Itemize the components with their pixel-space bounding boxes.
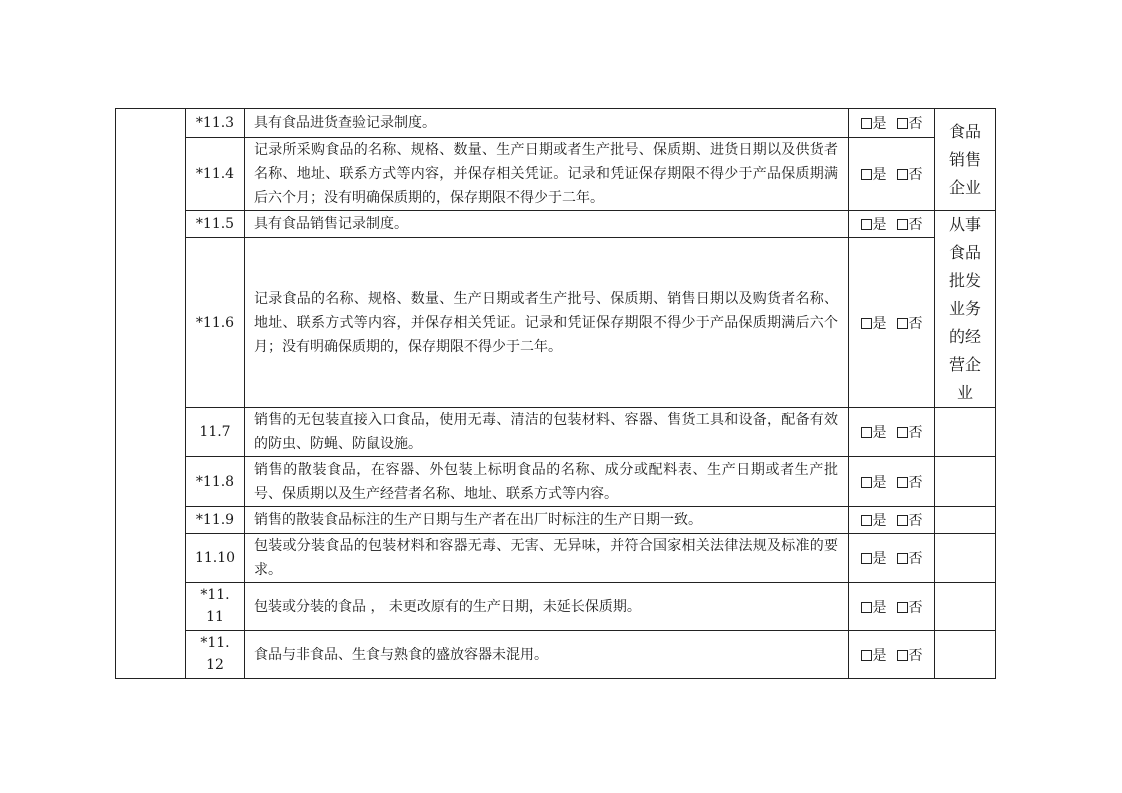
no-option[interactable] <box>897 313 923 333</box>
item-code: *11.3 <box>186 109 245 138</box>
yes-label: 是 <box>872 647 887 664</box>
yes-option[interactable] <box>861 548 887 568</box>
table-row <box>116 631 996 679</box>
item-code-cell <box>186 631 245 679</box>
no-label: 否 <box>908 217 923 234</box>
item-text: 销售的散装食品，在容器、外包装上标明食品的名称、成分或配料表、生产日期或者生产批号、保质期以及生产经营者名称、地址、联系方式等内容。 <box>245 457 849 507</box>
item-code: *11.8 <box>186 457 245 507</box>
category-line: 从事 <box>948 215 981 234</box>
checkbox-icon[interactable] <box>861 427 872 438</box>
category-line: 的经 <box>948 327 981 346</box>
no-option[interactable] <box>897 645 923 665</box>
category-line: 业务 <box>948 299 981 318</box>
yes-no-options <box>849 631 935 679</box>
category-cell-sales <box>935 109 996 211</box>
yes-no-options <box>849 238 935 408</box>
no-option[interactable] <box>897 472 923 492</box>
yes-no-options <box>849 457 935 507</box>
item-code: 11.7 <box>186 408 245 457</box>
table-row <box>116 534 996 583</box>
table-row <box>116 507 996 534</box>
checkbox-icon[interactable] <box>861 318 872 329</box>
category-cell-empty <box>935 408 996 457</box>
yes-no-options <box>849 583 935 631</box>
blank-column-cell <box>116 109 186 679</box>
item-text: 食品与非食品、生食与熟食的盛放容器未混用。 <box>245 631 849 679</box>
inspection-table <box>115 108 996 679</box>
yes-option[interactable] <box>861 645 887 665</box>
item-code: *11.12 <box>200 635 230 673</box>
checkbox-icon[interactable] <box>897 219 908 230</box>
category-cell-empty <box>935 507 996 534</box>
category-line: 业 <box>956 383 973 402</box>
yes-no-options <box>849 507 935 534</box>
category-cell-empty <box>935 583 996 631</box>
yes-label: 是 <box>872 474 887 491</box>
yes-no-options <box>849 109 935 138</box>
no-label: 否 <box>908 599 923 616</box>
item-text: 具有食品销售记录制度。 <box>245 211 849 238</box>
yes-label: 是 <box>872 551 887 567</box>
checkbox-icon[interactable] <box>861 650 872 661</box>
item-text: 具有食品进货查验记录制度。 <box>245 109 849 138</box>
checkbox-icon[interactable] <box>897 169 908 180</box>
table-row <box>116 238 996 408</box>
no-label: 否 <box>908 425 923 441</box>
yes-option[interactable] <box>861 422 887 442</box>
yes-option[interactable] <box>861 164 887 184</box>
no-label: 否 <box>908 116 923 132</box>
checkbox-icon[interactable] <box>861 515 872 526</box>
yes-option[interactable] <box>861 597 887 617</box>
yes-option[interactable] <box>861 113 887 133</box>
category-line: 营企 <box>948 355 981 374</box>
item-text: 记录食品的名称、规格、数量、生产日期或者生产批号、保质期、销售日期以及购货者名称、地址、联系方式等内容，并保存相关凭证。记录和凭证保存期限不得少于产品保质期满后六个月；没有明确保质期的，保存期限不得少于二年。 <box>245 238 849 408</box>
yes-label: 是 <box>872 425 887 441</box>
yes-label: 是 <box>872 116 887 132</box>
table-row <box>116 138 996 211</box>
yes-no-options <box>849 408 935 457</box>
item-code: *11.4 <box>186 138 245 211</box>
checkbox-icon[interactable] <box>897 515 908 526</box>
category-cell-empty <box>935 457 996 507</box>
category-cell-empty <box>935 631 996 679</box>
no-option[interactable] <box>897 510 923 530</box>
checkbox-icon[interactable] <box>897 553 908 564</box>
category-line: 企业 <box>948 177 981 197</box>
no-option[interactable] <box>897 597 923 617</box>
category-line: 销售 <box>948 149 981 169</box>
table-row <box>116 408 996 457</box>
checkbox-icon[interactable] <box>897 602 908 613</box>
no-label: 否 <box>908 167 923 183</box>
no-label: 否 <box>908 551 923 567</box>
category-line: 食品 <box>948 243 981 262</box>
yes-no-options <box>849 138 935 211</box>
no-option[interactable] <box>897 214 923 234</box>
no-label: 否 <box>908 474 923 491</box>
checkbox-icon[interactable] <box>861 602 872 613</box>
table-row <box>116 583 996 631</box>
checkbox-icon[interactable] <box>861 219 872 230</box>
item-text: 包装或分装的食品 ， 未更改原有的生产日期，未延长保质期。 <box>245 583 849 631</box>
yes-option[interactable] <box>861 214 887 234</box>
yes-label: 是 <box>872 599 887 616</box>
item-code: 11.10 <box>186 534 245 583</box>
no-label: 否 <box>908 647 923 664</box>
yes-label: 是 <box>872 315 887 332</box>
item-text: 记录所采购食品的名称、规格、数量、生产日期或者生产批号、保质期、进货日期以及供货者名称、地址、联系方式等内容，并保存相关凭证。记录和凭证保存期限不得少于产品保质期满后六个月；没有明确保质期的，保存期限不得少于二年。 <box>245 138 849 211</box>
no-option[interactable] <box>897 548 923 568</box>
item-code: *11.9 <box>186 507 245 534</box>
no-option[interactable] <box>897 113 923 133</box>
yes-label: 是 <box>872 217 887 234</box>
item-text: 销售的无包装直接入口食品，使用无毒、清洁的包装材料、容器、售货工具和设备，配备有效的防虫、防蝇、防鼠设施。 <box>245 408 849 457</box>
item-text: 销售的散装食品标注的生产日期与生产者在出厂时标注的生产日期一致。 <box>245 507 849 534</box>
checkbox-icon[interactable] <box>897 650 908 661</box>
checkbox-icon[interactable] <box>897 427 908 438</box>
checkbox-icon[interactable] <box>861 169 872 180</box>
table-row <box>116 457 996 507</box>
no-option[interactable] <box>897 422 923 442</box>
table-row <box>116 211 996 238</box>
item-code: *11.11 <box>200 587 230 625</box>
checkbox-icon[interactable] <box>897 477 908 488</box>
yes-option[interactable] <box>861 313 887 333</box>
item-text: 包装或分装食品的包装材料和容器无毒、无害、无异味，并符合国家相关法律法规及标准的要求。 <box>245 534 849 583</box>
item-code: *11.6 <box>186 238 245 408</box>
no-label: 否 <box>908 513 923 529</box>
checkbox-icon[interactable] <box>897 118 908 129</box>
yes-label: 是 <box>872 167 887 183</box>
yes-option[interactable] <box>861 472 887 492</box>
yes-option[interactable] <box>861 510 887 530</box>
category-cell-empty <box>935 534 996 583</box>
yes-label: 是 <box>872 513 887 529</box>
checkbox-icon[interactable] <box>861 553 872 564</box>
item-code: *11.5 <box>186 211 245 238</box>
category-line: 食品 <box>948 121 981 141</box>
checkbox-icon[interactable] <box>861 477 872 488</box>
yes-no-options <box>849 534 935 583</box>
no-label: 否 <box>908 315 923 332</box>
yes-no-options <box>849 211 935 238</box>
checkbox-icon[interactable] <box>861 118 872 129</box>
checkbox-icon[interactable] <box>897 318 908 329</box>
no-option[interactable] <box>897 164 923 184</box>
category-cell-wholesale <box>935 211 996 408</box>
table-row <box>116 109 996 138</box>
category-line: 批发 <box>948 271 981 290</box>
item-code-cell <box>186 583 245 631</box>
